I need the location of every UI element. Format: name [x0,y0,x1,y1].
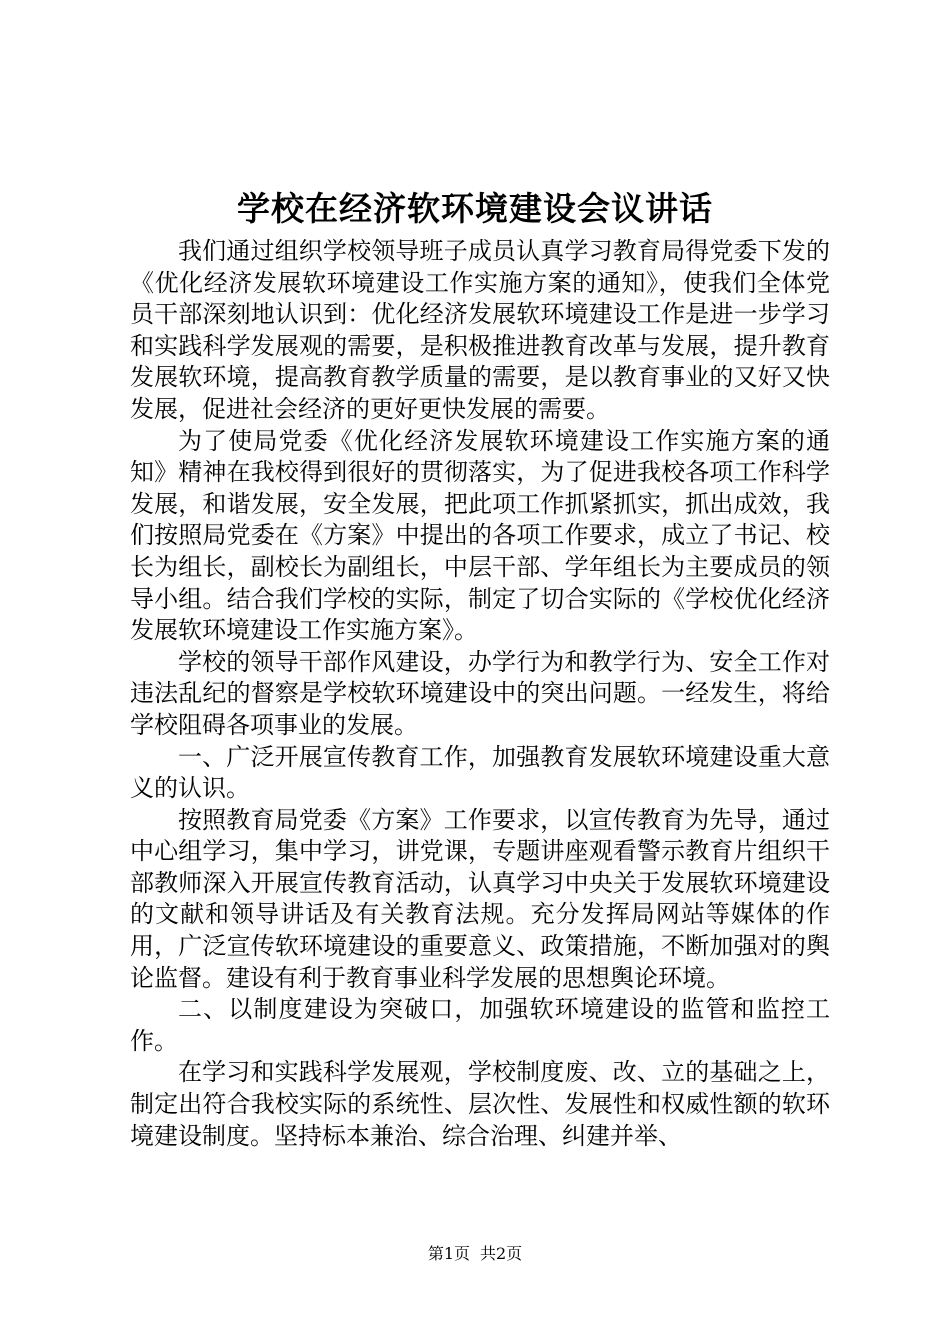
paragraph-3: 学校的领导干部作风建设，办学行为和教学行为、安全工作对违法乱纪的督察是学校软环境建设中的突出问题。一经发生，将给学校阻碍各项事业的发展。 [130,647,830,739]
section-heading-2: 二、以制度建设为突破口，加强软环境建设的监管和监控工作。 [130,995,830,1055]
document-title: 学校在经济软环境建设会议讲话 [237,189,713,228]
paragraph-5: 在学习和实践科学发展观，学校制度废、改、立的基础之上，制定出符合我校实际的系统性、层次性、发展性和权威性额的软环境建设制度。坚持标本兼治、综合治理、纠建并举、 [130,1058,830,1150]
page-number: 第1页 [427,1244,470,1263]
paragraph-4: 按照教育局党委《方案》工作要求，以宣传教育为先导，通过中心组学习，集中学习，讲党课，专题讲座观看警示教育片组织干部教师深入开展宣传教育活动，认真学习中央关于发展软环境建设的文献和领导讲话及有关教育法规。充分发挥局网站等媒体的作用，广泛宣传软环境建设的重要意义、政策措施，不断加强对的舆论监督。建设有利于教育事业科学发展的思想舆论环境。 [130,805,830,992]
paragraph-1: 我们通过组织学校领导班子成员认真学习教育局得党委下发的《优化经济发展软环境建设工作实施方案的通知》，使我们全体党员干部深刻地认识到：优化经济发展软环境建设工作是进一步学习和实践科学发展观的需要，是积极推进教育改革与发展，提升教育发展软环境，提高教育教学质量的需要，是以教育事业的又好又快发展，促进社会经济的更好更快发展的需要。 [130,237,830,423]
page-footer [0,1242,950,1266]
page-total: 共2页 [480,1244,523,1263]
section-heading-1: 一、广泛开展宣传教育工作，加强教育发展软环境建设重大意义的认识。 [130,742,830,803]
document-body [130,236,830,1152]
paragraph-2: 为了使局党委《优化经济发展软环境建设工作实施方案的通知》精神在我校得到很好的贯彻落实，为了促进我校各项工作科学发展，和谐发展，安全发展，把此项工作抓紧抓实，抓出成效，我们按照局党委在《方案》中提出的各项工作要求，成立了书记、校长为组长，副校长为副组长，中层干部、学年组长为主要成员的领导小组。结合我们学校的实际，制定了切合实际的《学校优化经济发展软环境建设工作实施方案》。 [130,426,830,645]
